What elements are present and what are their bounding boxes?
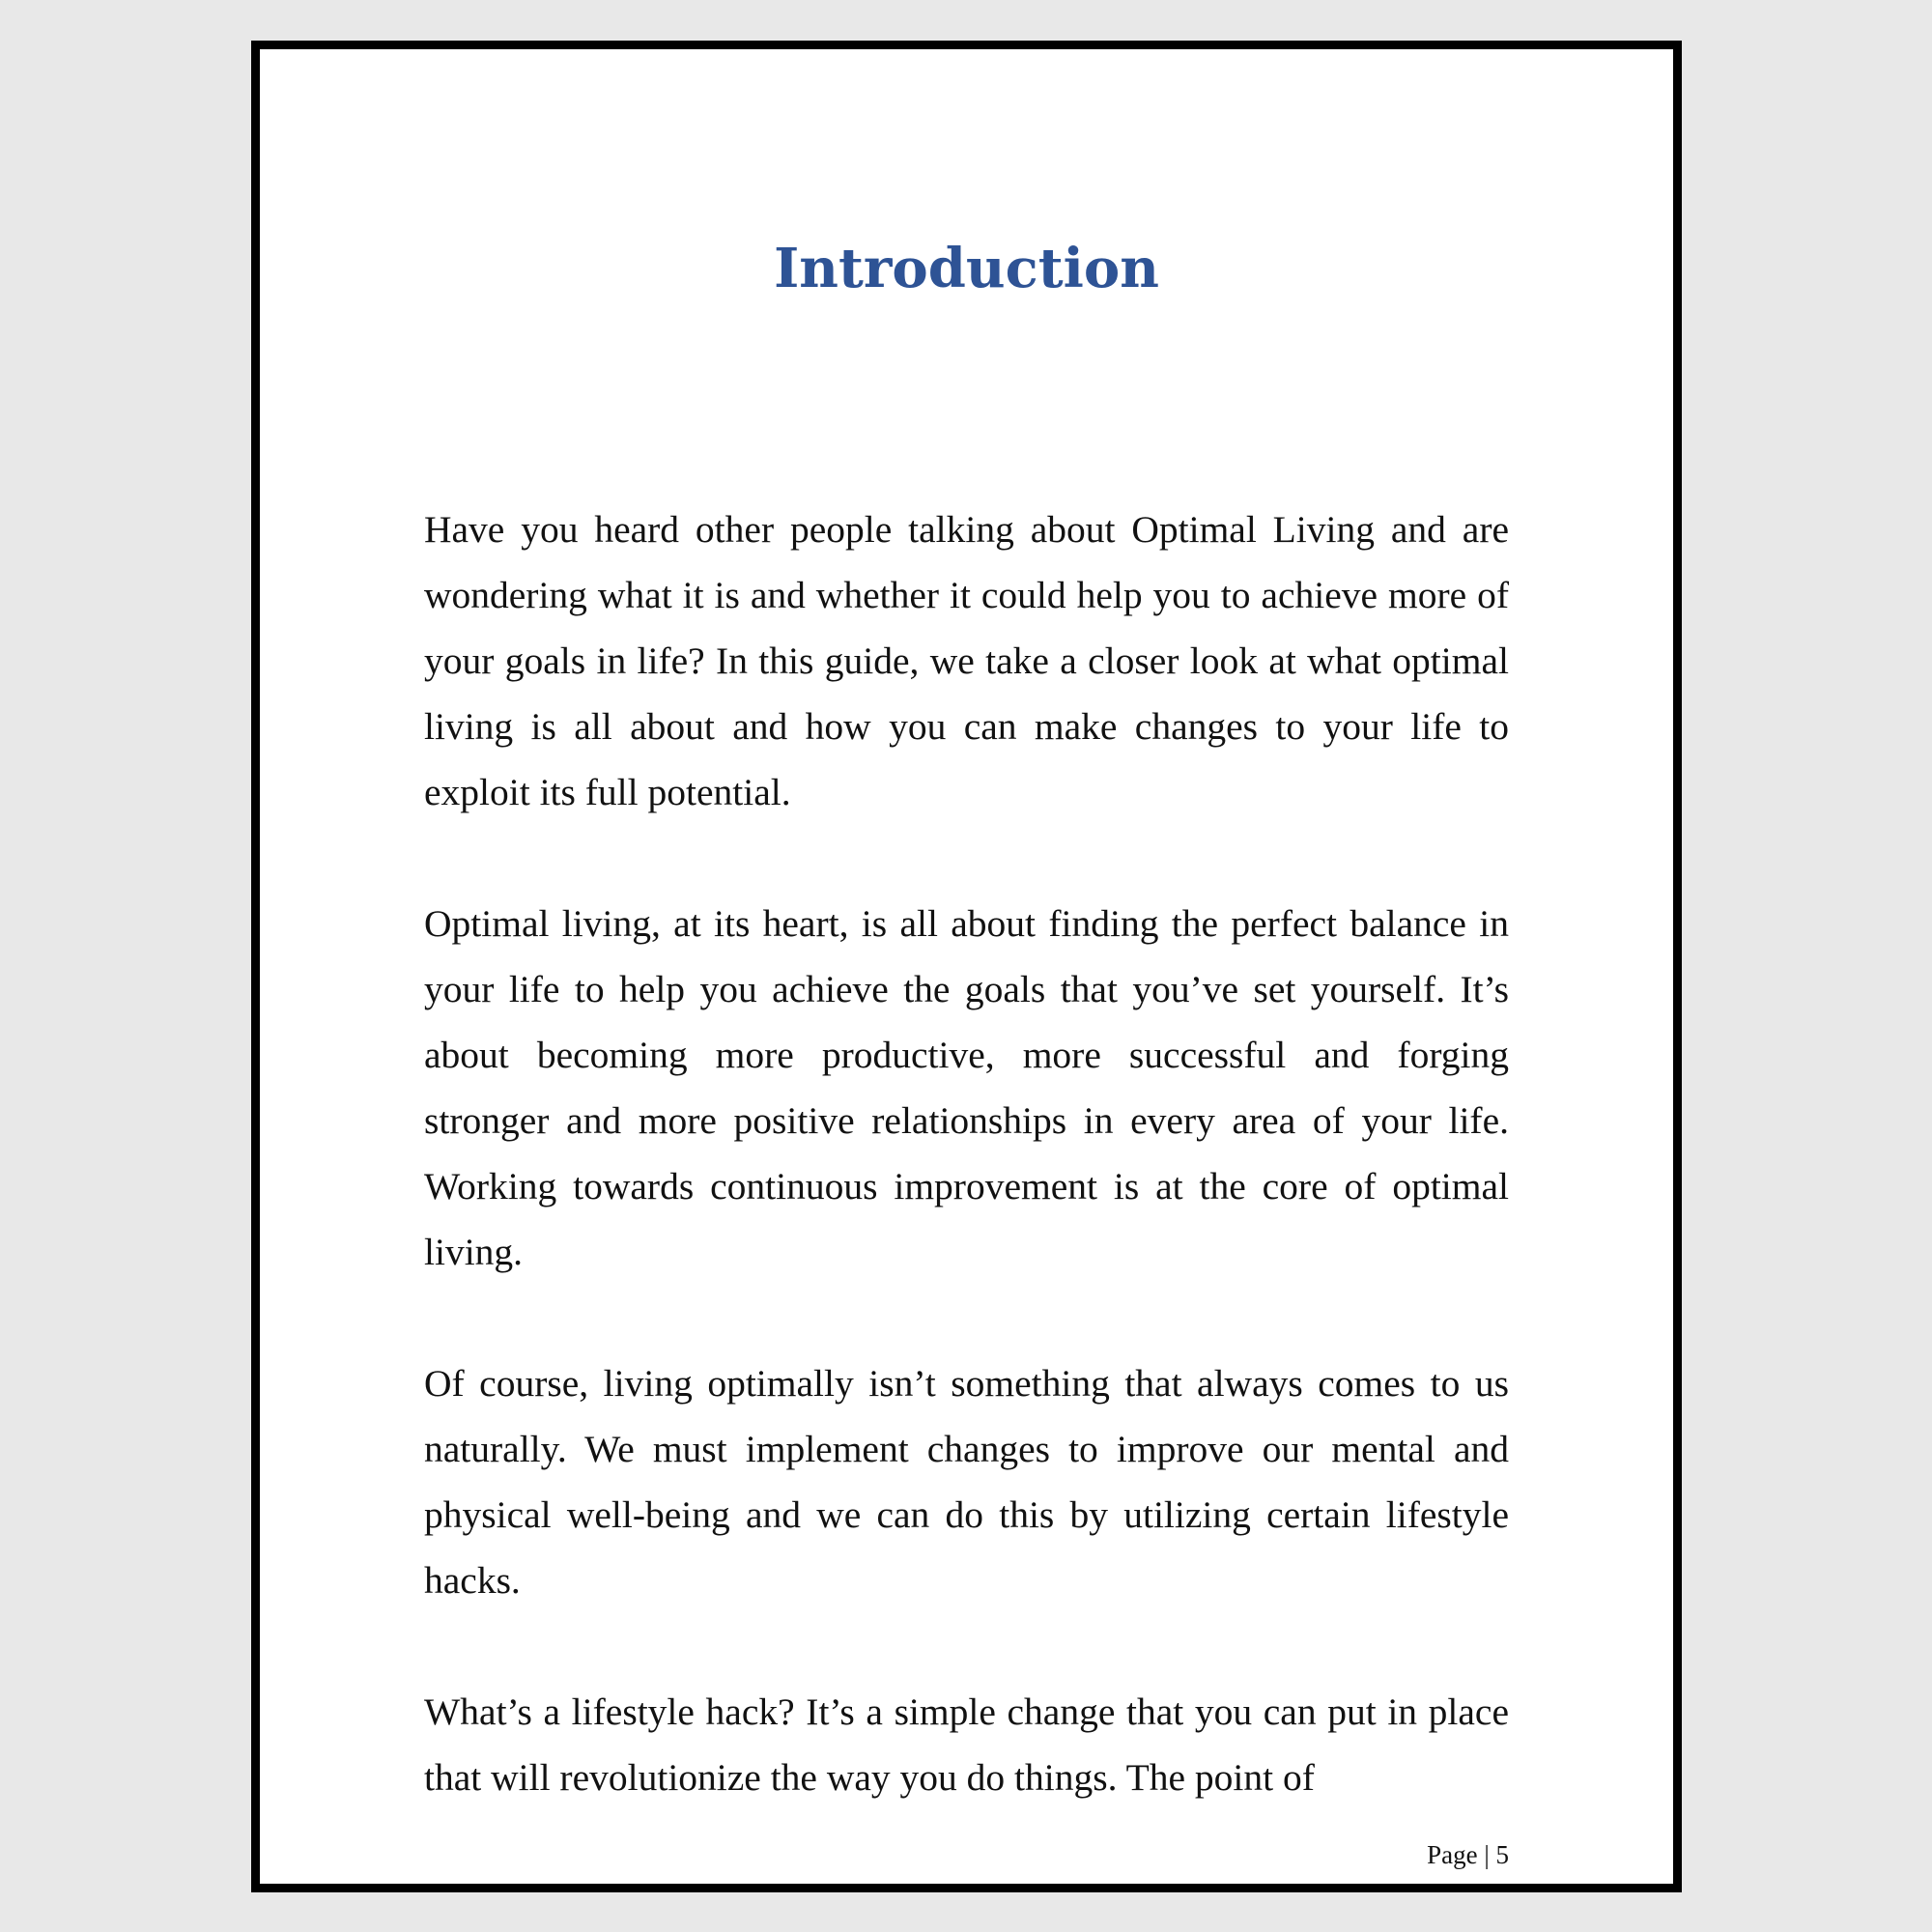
paragraph: Have you heard other people talking about Optimal Living and are wondering what it is and whether it could help you to achieve more of your goals in life? In this guide, we take a closer look at what optimal living is all about and how you can make changes to your life to exploit its full potential. [424, 508, 1509, 813]
page-number-footer: Page | 5 [1427, 1840, 1509, 1869]
body-text [424, 497, 1509, 1876]
paragraph: Optimal living, at its heart, is all about finding the perfect balance in your life to help you achieve the goals that you’ve set yourself. It’s about becoming more productive, more successful and forging stronger and more positive relationships in every area of your life. Working towards continuous improvement is at the core of optimal living. [424, 902, 1509, 1273]
page-title: Introduction [774, 237, 1159, 300]
paragraph: Of course, living optimally isn’t something that always comes to us naturally. We must implement changes to improve our mental and physical well-being and we can do this by utilizing certain lifestyle hacks. [424, 1362, 1509, 1602]
paragraph: What’s a lifestyle hack? It’s a simple change that you can put in place that will revolutionize the way you do things. The point of [424, 1690, 1509, 1799]
document-page [251, 41, 1682, 1892]
